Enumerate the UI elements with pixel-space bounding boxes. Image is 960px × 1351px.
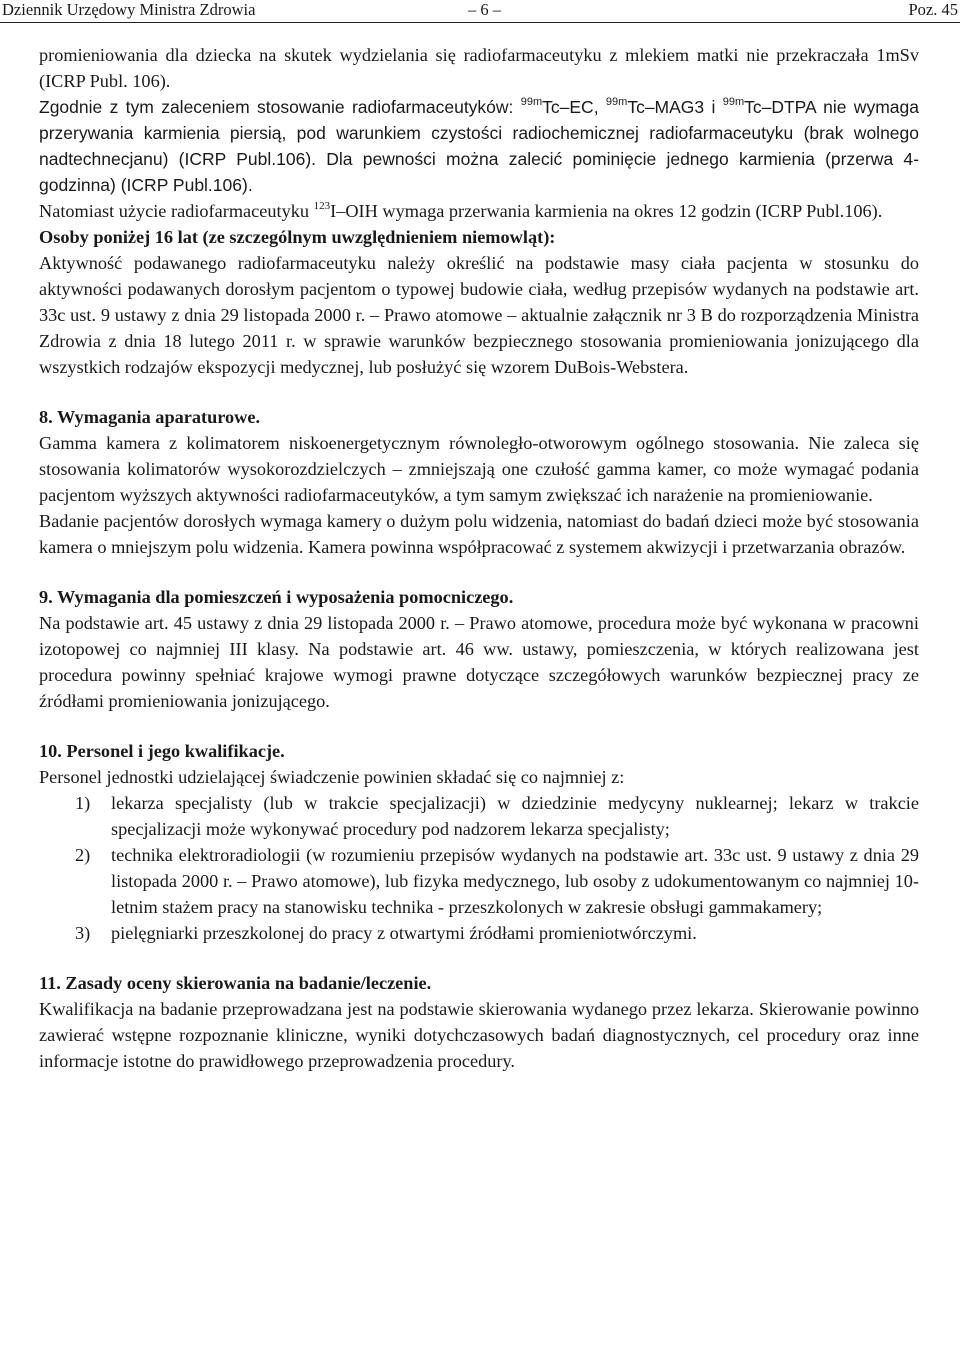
list-text: technika elektroradiologii (w rozumieniu przepisów wydanych na podstawie art. 33c ust. 9 ustawy z dnia 29 listopada 2000 r. – Prawo atomowe), lub fizyka medycznego, lub osoby z udokumentowanym co najmniej 10-letnim stażem pracy na stanowisku technika - przeszkolonych w zakresie obsługi gammakamery; bbox=[111, 845, 919, 917]
paragraph: Gamma kamera z kolimatorem niskoenergetycznym równoległo-otworowym ogólnego stosowania. Nie zaleca się stosowania kolimatorów wysokorozdzielczych – zmniejszają one czułość gamma kamer, co może wymagać podania pacjentom wyższych aktywności radiofarmaceutyków, a tym samym zwiększać ich narażenie na promieniowanie. bbox=[39, 433, 919, 505]
paragraph: Na podstawie art. 45 ustawy z dnia 29 listopada 2000 r. – Prawo atomowe, procedura może być wykonana w pracowni izotopowej co najmniej III klasy. Na podstawie art. 46 ww. ustawy, pomieszczenia, w których realizowana jest procedura powinny spełniać krajowe wymogi prawne dotyczące szczegółowych warunków bezpiecznej pracy ze źródłami promieniowania jonizującego. bbox=[39, 613, 919, 711]
paragraph bbox=[39, 198, 919, 224]
section-title: 11. Zasady oceny skierowania na badanie/leczenie. bbox=[39, 973, 432, 993]
list-item bbox=[39, 790, 919, 842]
journal-title: Dziennik Urzędowy Ministra Zdrowia bbox=[2, 0, 256, 19]
subheading: Osoby poniżej 16 lat (ze szczególnym uwzględnieniem niemowląt): bbox=[39, 227, 556, 247]
superscript: 99m bbox=[722, 96, 745, 109]
text-run: Zgodnie z tym zaleceniem stosowanie radiofarmaceutyków: bbox=[39, 97, 521, 117]
page-number: – 6 – bbox=[468, 0, 501, 19]
paragraph bbox=[39, 94, 919, 198]
superscript: 123 bbox=[313, 199, 331, 212]
paragraph: promieniowania dla dziecka na skutek wydzielania się radiofarmaceutyku z mlekiem matki nie przekraczała 1mSv (ICRP Publ. 106). bbox=[39, 45, 919, 91]
page-header bbox=[0, 0, 960, 23]
list-number: 2) bbox=[75, 845, 91, 865]
personnel-list bbox=[39, 790, 919, 946]
text-run: Tc–DTPA nie wymaga przerywania karmienia piersią, pod warunkiem czystości radiochemicznej radiofarmaceutyku (brak wolnego nadtechnecjanu) (ICRP Publ.106). Dla pewności można zalecić pominięcie jednego karmienia (przerwa 4-godzinna) (ICRP Publ.106). bbox=[39, 97, 919, 195]
list-item bbox=[39, 842, 919, 920]
text-run: Tc–MAG3 i bbox=[627, 97, 723, 117]
text-run: Tc–EC, bbox=[542, 97, 606, 117]
list-text: lekarza specjalisty (lub w trakcie specjalizacji) w dziedzinie medycyny nuklearnej; lekarz w trakcie specjalizacji może wykonywać procedury pod nadzorem lekarza specjalisty; bbox=[111, 793, 919, 839]
paragraph: Aktywność podawanego radiofarmaceutyku należy określić na podstawie masy ciała pacjenta w stosunku do aktywności podawanych dorosłym pacjentom o typowej budowie ciała, według przepisów wydanych na podstawie art. 33c ust. 9 ustawy z dnia 29 listopada 2000 r. – Prawo atomowe – aktualnie załącznik nr 3 B do rozporządzenia Ministra Zdrowia z dnia 18 lutego 2011 r. w sprawie warunków bezpiecznego stosowania promieniowania jonizującego dla wszystkich rodzajów ekspozycji medycznej, lub posłużyć się wzorem DuBois-Webstera. bbox=[39, 253, 919, 377]
text-run: Natomiast użycie radiofarmaceutyku bbox=[39, 201, 314, 221]
section-title: 8. Wymagania aparaturowe. bbox=[39, 407, 261, 427]
paragraph: Personel jednostki udzielającej świadczenie powinien składać się co najmniej z: bbox=[39, 767, 625, 787]
superscript: 99m bbox=[520, 96, 543, 109]
text-run: I–OIH wymaga przerwania karmienia na okres 12 godzin (ICRP Publ.106). bbox=[330, 201, 883, 221]
section-title: 10. Personel i jego kwalifikacje. bbox=[39, 741, 285, 761]
superscript: 99m bbox=[605, 96, 628, 109]
position-number: Poz. 45 bbox=[908, 0, 958, 19]
list-number: 1) bbox=[75, 793, 91, 813]
section-title: 9. Wymagania dla pomieszczeń i wyposażenia pomocniczego. bbox=[39, 587, 514, 607]
paragraph: Kwalifikacja na badanie przeprowadzana jest na podstawie skierowania wydanego przez lekarza. Skierowanie powinno zawierać wstępne rozpoznanie kliniczne, wyniki dotychczasowych badań diagnostycznych, cel procedury oraz inne informacje istotne do prawidłowego przeprowadzenia procedury. bbox=[39, 999, 919, 1071]
list-text: pielęgniarki przeszkolonej do pracy z otwartymi źródłami promieniotwórczymi. bbox=[111, 923, 697, 943]
document-body bbox=[39, 42, 919, 1074]
paragraph: Badanie pacjentów dorosłych wymaga kamery o dużym polu widzenia, natomiast do badań dzieci może być stosowania kamera o mniejszym polu widzenia. Kamera powinna współpracować z systemem akwizycji i przetwarzania obrazów. bbox=[39, 511, 919, 557]
list-number: 3) bbox=[75, 923, 91, 943]
list-item bbox=[39, 920, 919, 946]
